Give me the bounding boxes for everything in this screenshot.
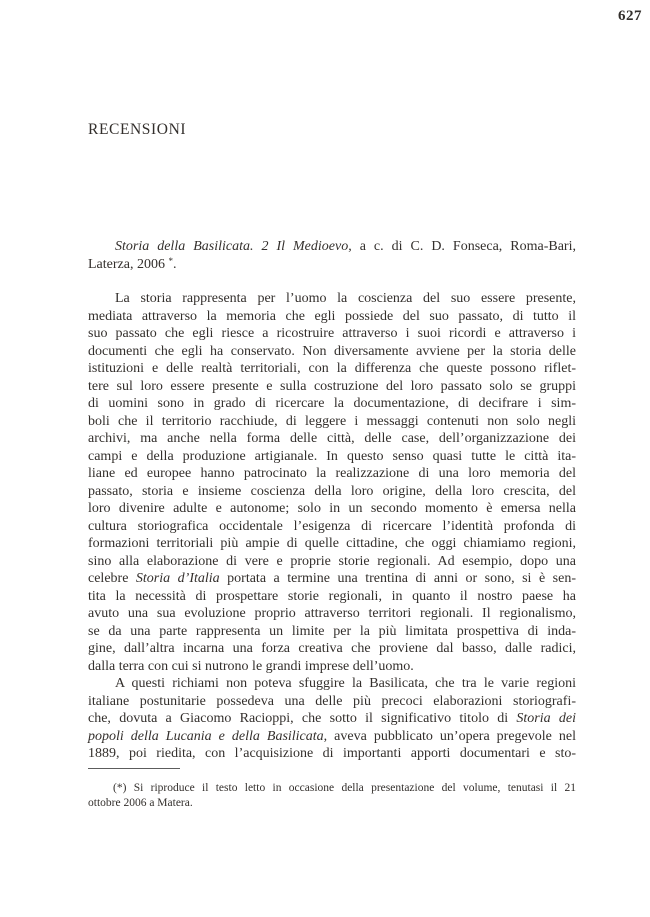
body-text: [88, 290, 576, 763]
text-segment: suo passato che egli riesce a ricostruire attraverso i suoi ricordi e attraverso i: [88, 326, 576, 341]
text-line: [88, 605, 576, 623]
text-segment: ottobre 2006 a Matera.: [88, 796, 193, 809]
text-line: [88, 413, 576, 431]
text-line: [88, 796, 576, 811]
footnote: [88, 781, 576, 811]
text-line: [88, 290, 576, 308]
text-segment: istituzioni e delle realtà territoriali, con la differenza che queste possono riflet-: [88, 361, 576, 376]
text-line: [88, 623, 576, 641]
text-segment: tere sul loro essere presente e sulla costruzione del loro passato solo se gruppi: [88, 378, 576, 394]
body-paragraph: [88, 675, 576, 763]
text-line: [88, 570, 576, 588]
text-segment: che, dovuta a Giacomo Racioppi, che sotto il significativo titolo di: [88, 711, 517, 726]
text-segment: avuto una sua evoluzione proprio attraverso territori regionali. Il regionalismo,: [88, 606, 576, 621]
page-number: 627: [618, 8, 642, 24]
text-line: [88, 675, 576, 693]
text-segment: Storia della Basilicata. 2 Il Medioevo: [115, 239, 349, 254]
text-line: [88, 238, 576, 256]
text-line: [88, 360, 576, 378]
text-line: [88, 378, 576, 396]
text-line: [88, 640, 576, 658]
text-line: [88, 781, 576, 796]
text-line: [88, 465, 576, 483]
text-segment: passato, storia e insieme coscienza della loro origine, della loro crescita, del: [88, 483, 576, 499]
text-segment: documenti che egli ha conservato. Non diversamente avviene per la storia delle: [88, 343, 576, 359]
text-segment: .: [172, 256, 177, 272]
text-line: [88, 325, 576, 343]
page-content: [88, 0, 576, 811]
text-line: [88, 693, 576, 711]
text-segment: 1889, poi riedita, con l’acquisizione di importanti apporti documentari e sto-: [88, 746, 576, 761]
text-line: [88, 500, 576, 518]
section-heading: RECENSIONI: [88, 121, 187, 138]
text-segment: portata a termine una trentina di anni or sono, si è sen-: [219, 571, 576, 586]
text-line: [88, 483, 576, 501]
text-line: [88, 518, 576, 536]
text-line: [88, 588, 576, 606]
text-line: [88, 430, 576, 448]
text-segment: formazioni territoriali più ampie di quelle cittadine, che oggi chiamiamo regioni,: [88, 536, 576, 551]
text-segment: archivi, ma anche nella forma delle città, delle case, dell’organizzazione dei: [88, 431, 576, 446]
text-line: [88, 535, 576, 553]
text-line: [88, 658, 576, 676]
footnote-rule: [88, 768, 180, 769]
text-segment: liane ed europee hanno patrocinato la realizzazione di una loro memoria del: [88, 466, 576, 481]
text-line: [88, 553, 576, 571]
text-line: [88, 448, 576, 466]
text-segment: dalla terra con cui si nutrono le grandi imprese dell’uomo.: [88, 658, 414, 674]
text-segment: gine, dall’altra incarna una forza creativa che proviene dal basso, dalle radici,: [88, 641, 576, 656]
text-segment: tita la necessità di prospettare storie regionali, in quanto il nostro paese ha: [88, 588, 576, 604]
text-segment: , a c. di C. D. Fonseca, Roma-Bari,: [348, 239, 576, 254]
text-segment: di uomini sono in grado di ricercare la documentazione, di decifrare i sim-: [88, 396, 576, 411]
text-segment: (*) Si riproduce il testo letto in occasione della presentazione del volume, tenutasi il 21: [113, 781, 576, 794]
text-segment: popoli della Lucania e della Basilicata: [88, 728, 324, 744]
text-line: [88, 256, 576, 274]
text-segment: , aveva pubblicato un’opera pregevole nel: [323, 728, 576, 744]
text-segment: La storia rappresenta per l’uomo la coscienza del suo essere presente,: [115, 291, 576, 306]
text-line: [88, 745, 576, 763]
text-line: [88, 308, 576, 326]
footnote-marker: *: [168, 255, 173, 266]
text-segment: Laterza, 2006: [88, 256, 169, 272]
text-line: [88, 343, 576, 361]
text-segment: boli che il territorio racchiude, di leggere i messaggi contenuti non solo negli: [88, 413, 576, 429]
body-paragraph: [88, 290, 576, 675]
text-segment: A questi richiami non poteva sfuggire la Basilicata, che tra le varie regioni: [115, 676, 576, 691]
text-segment: Storia dei: [516, 711, 576, 726]
text-segment: cultura storiografica occidentale l’esigenza di ricercare l’identità profonda di: [88, 518, 576, 534]
text-segment: sino alla elaborazione di vere e proprie storie regionali. Ad esempio, dopo una: [88, 553, 576, 569]
text-line: [88, 728, 576, 746]
text-segment: Storia d’Italia: [135, 571, 220, 586]
text-segment: se da una parte rappresenta un limite per la più limitata prospettiva di inda-: [88, 623, 576, 639]
text-line: [88, 710, 576, 728]
text-segment: mediata attraverso la memoria che egli possiede del suo passato, di tutto il: [88, 308, 576, 324]
text-segment: italiane postunitarie possedeva una delle più precoci elaborazioni storiografi-: [88, 693, 576, 709]
text-segment: loro divenire adulte e autonome; solo in un secondo momento è emersa nella: [88, 501, 576, 516]
text-segment: campi e della produzione artigianale. In questo senso quasi tutte le città ita-: [88, 448, 576, 464]
text-line: [88, 395, 576, 413]
citation-block: [88, 238, 576, 273]
text-segment: celebre: [88, 571, 136, 586]
